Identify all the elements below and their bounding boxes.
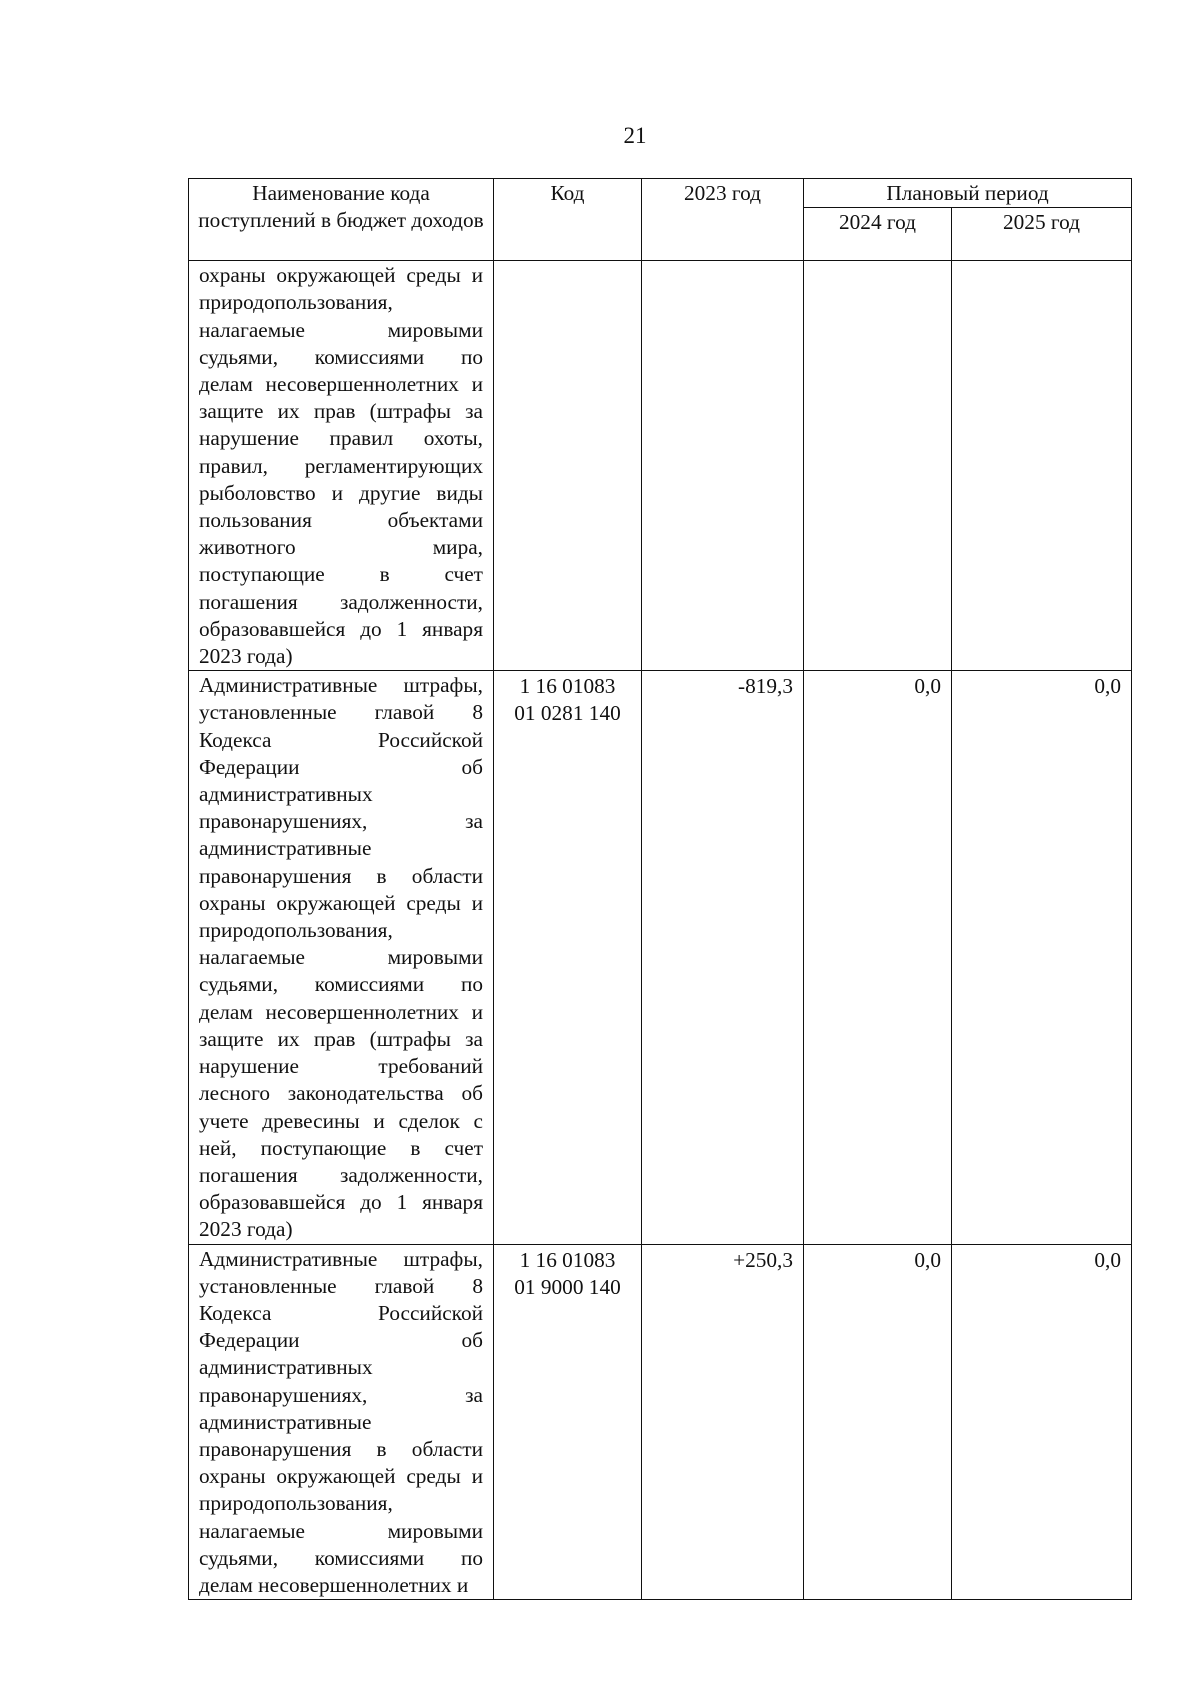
row-name-line: охраны окружающей среды и <box>199 890 483 915</box>
row-code-text <box>494 673 641 727</box>
table-row <box>189 1244 1132 1600</box>
row-value-2024: 0,0 <box>804 1244 952 1600</box>
page-number: 21 <box>623 123 647 148</box>
row-name-line: образовавшейся до 1 января <box>199 1190 483 1215</box>
row-value-2024 <box>804 261 952 671</box>
row-name-line: 2023 года) <box>199 644 293 669</box>
row-code-text <box>494 1247 641 1301</box>
row-name-line: погашения задолженности, <box>199 1162 483 1187</box>
row-name-line: образовавшейся до 1 января <box>199 616 483 641</box>
row-name-line: налагаемые мировыми <box>199 317 483 342</box>
row-name-line: административных <box>199 782 373 807</box>
row-name-cell <box>189 261 494 671</box>
row-name-line: административных <box>199 1355 373 1380</box>
row-code-line: 01 9000 140 <box>514 1274 621 1299</box>
row-value-2023 <box>642 261 804 671</box>
row-code-line: 01 0281 140 <box>514 701 621 726</box>
row-name-line: природопользования, <box>199 290 393 315</box>
row-name-line: правонарушения в области <box>199 863 483 888</box>
row-name-line: охраны окружающей среды и <box>199 263 483 288</box>
header-year-2024: 2024 год <box>804 208 952 261</box>
row-name-line: правонарушениях, за <box>199 809 483 834</box>
row-name-line: природопользования, <box>199 1491 393 1516</box>
row-name-text <box>199 672 483 1243</box>
row-name-line: природопользования, <box>199 918 393 943</box>
header-name: Наименование кода поступлений в бюджет доходов <box>189 179 494 261</box>
row-name-line: установленные главой 8 <box>199 700 483 725</box>
row-value-2025 <box>952 261 1132 671</box>
row-code-cell <box>494 671 642 1244</box>
row-name-line: Кодекса Российской <box>199 727 483 752</box>
row-name-line: правил, регламентирующих <box>199 453 483 478</box>
row-name-line: лесного законодательства об <box>199 1081 483 1106</box>
row-name-line: охраны окружающей среды и <box>199 1464 483 1489</box>
row-code-line: 1 16 01083 <box>519 674 616 699</box>
row-name-line: налагаемые мировыми <box>199 1518 483 1543</box>
row-value-2025: 0,0 <box>952 1244 1132 1600</box>
row-value-2023: +250,3 <box>642 1244 804 1600</box>
row-name-cell <box>189 671 494 1244</box>
row-name-line: судьями, комиссиями по <box>199 344 483 369</box>
row-name-line: учете древесины и сделок с <box>199 1108 483 1133</box>
row-name-line: судьями, комиссиями по <box>199 1545 483 1570</box>
row-name-text <box>199 262 483 670</box>
header-code: Код <box>494 179 642 261</box>
row-name-line: Административные штрафы, <box>199 1246 483 1271</box>
row-name-text <box>199 1246 483 1600</box>
row-name-line: делам несовершеннолетних и <box>199 1572 469 1597</box>
row-name-line: поступающие в счет <box>199 562 483 587</box>
row-name-line: налагаемые мировыми <box>199 945 483 970</box>
row-name-line: Федерации об <box>199 1328 483 1353</box>
row-name-line: ней, поступающие в счет <box>199 1135 483 1160</box>
row-name-line: административные <box>199 1409 372 1434</box>
row-name-line: административные <box>199 836 372 861</box>
row-name-line: делам несовершеннолетних и <box>199 999 483 1024</box>
row-name-line: защите их прав (штрафы за <box>199 1026 483 1051</box>
row-value-2025: 0,0 <box>952 671 1132 1244</box>
row-name-line: делам несовершеннолетних и <box>199 372 483 397</box>
row-value-2023: -819,3 <box>642 671 804 1244</box>
row-name-line: пользования объектами <box>199 508 483 533</box>
row-value-2024: 0,0 <box>804 671 952 1244</box>
header-year-2025: 2025 год <box>952 208 1132 261</box>
header-year-2023: 2023 год <box>642 179 804 261</box>
row-name-line: правонарушения в области <box>199 1436 483 1461</box>
table-header-row <box>189 179 1132 208</box>
row-name-line: Административные штрафы, <box>199 673 483 698</box>
row-name-line: животного мира, <box>199 535 483 560</box>
row-name-line: Кодекса Российской <box>199 1300 483 1325</box>
row-name-line: нарушение правил охоты, <box>199 426 483 451</box>
row-name-cell <box>189 1244 494 1600</box>
row-name-line: рыболовство и другие виды <box>199 480 483 505</box>
row-name-line: установленные главой 8 <box>199 1273 483 1298</box>
row-code-line: 1 16 01083 <box>519 1247 616 1272</box>
row-name-line: правонарушениях, за <box>199 1382 483 1407</box>
header-plan-period: Плановый период <box>804 179 1132 208</box>
row-code-cell <box>494 261 642 671</box>
row-name-line: Федерации об <box>199 754 483 779</box>
revenue-table <box>188 178 1132 1600</box>
table-row <box>189 671 1132 1244</box>
row-name-line: погашения задолженности, <box>199 589 483 614</box>
row-code-cell <box>494 1244 642 1600</box>
table-row <box>189 261 1132 671</box>
row-name-line: 2023 года) <box>199 1217 293 1242</box>
row-name-line: защите их прав (штрафы за <box>199 399 483 424</box>
row-name-line: судьями, комиссиями по <box>199 972 483 997</box>
row-name-line: нарушение требований <box>199 1054 483 1079</box>
